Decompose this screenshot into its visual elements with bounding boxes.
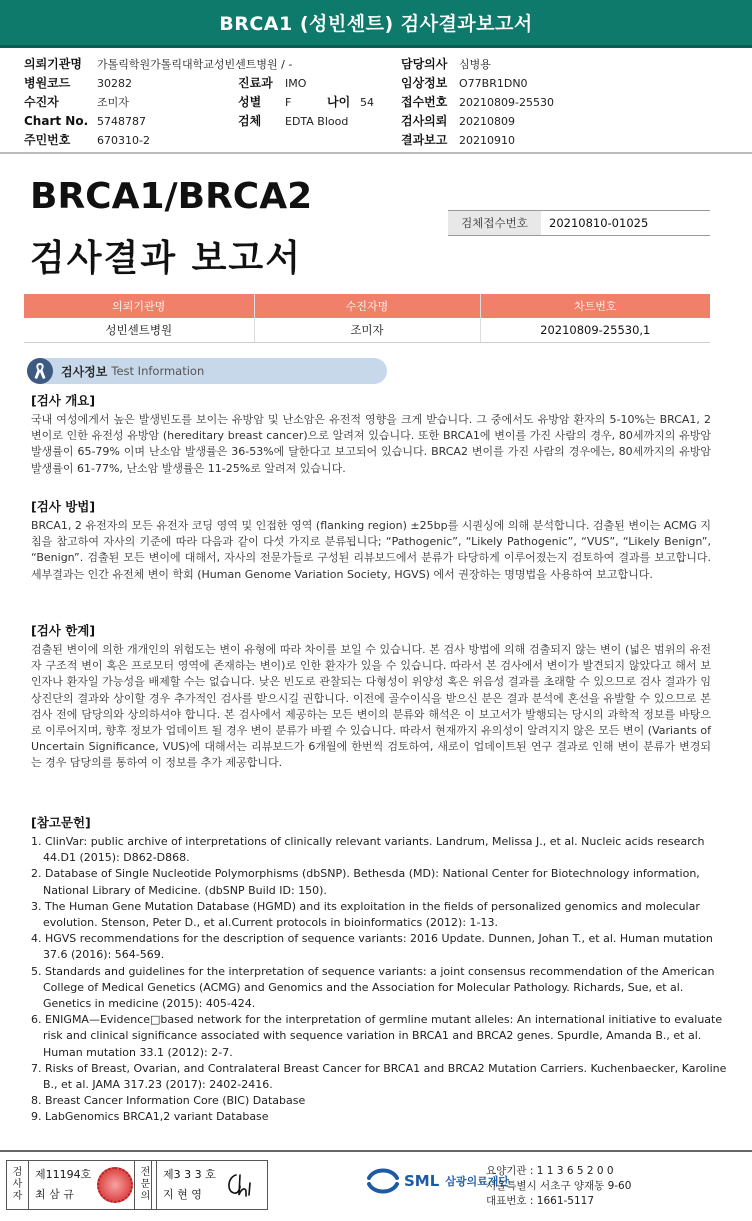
reference-item: 8. Breast Cancer Information Core (BIC) Database <box>31 1094 306 1108</box>
lab-address-line: 서울특별시 서초구 양재동 9-60 <box>486 1180 632 1192</box>
overview-section <box>31 391 711 477</box>
lab-institution-code: 요양기관 : 1 1 3 6 5 2 0 0 <box>486 1165 614 1177</box>
table-header-institution: 의뢰기관명 <box>24 294 254 318</box>
patient-summary-table <box>24 294 710 343</box>
reference-item: 9. LabGenomics BRCA1,2 variant Database <box>31 1110 269 1124</box>
specimen-label: 검체 <box>238 114 262 128</box>
physician-value: 심병용 <box>459 58 491 71</box>
reference-item: 3. The Human Gene Mutation Database (HGMD) and its exploitation in the fields of personalized genomics and molecular evolution. Stenson, Peter D., et al.Current protocols in bioinformatics (2012): 1-13. <box>31 899 700 930</box>
institution-value: 가톨릭학원가톨릭대학교성빈센트병원 / - <box>97 58 293 71</box>
lab-phone: 대표번호 : 1661-5117 <box>486 1195 595 1207</box>
lab-address <box>486 1164 631 1209</box>
reference-item: 2. Database of Single Nucleotide Polymorphisms (dbSNP). Bethesda (MD): National Center for Biotechnology information, National Library of Medicine. (dbSNP Build ID: 150). <box>31 867 700 897</box>
clinical-info-label: 임상정보 <box>401 76 448 90</box>
age-value: 54 <box>360 96 374 109</box>
specialist-name: 지 현 영 <box>163 1188 202 1201</box>
request-date-label: 검사의뢰 <box>401 114 448 128</box>
sex-value: F <box>285 96 292 109</box>
reference-item: 4. HGVS recommendations for the description of sequence variants: 2016 Update. Dunnen, Johan T., et al. Human mutation 37.6 (2016): 564-569. <box>31 932 713 962</box>
reference-item: 6. ENIGMA—Evidence□based network for the interpretation of germline mutant alleles: An international initiative to evaluate risk and clinical significance associated with sequence variation in BRCA1 and BRCA2 genes. Spurdle, Amanda B., et al. Human mutation 33.1 (2012): 2-7. <box>31 1013 723 1059</box>
test-info-label-en: Test Information <box>111 364 205 378</box>
examiner-name: 최 삼 규 <box>35 1188 74 1201</box>
examiner-box <box>6 1160 152 1210</box>
reference-item: 1. ClinVar: public archive of interpretations of clinically relevant variants. Landrum, Melissa J., et al. Nucleic acids research 44.D1 (2015): D862-D868. <box>31 835 705 865</box>
sample-receipt-box <box>448 210 710 236</box>
table-header-chart: 차트번호 <box>480 294 710 318</box>
examiner-vertical-label: 검 사 자 <box>7 1161 29 1209</box>
logo-sml-text: SML <box>404 1172 440 1190</box>
specialist-license: 제3 3 3 호 <box>163 1168 216 1181</box>
hospital-code-label: 병원코드 <box>24 76 71 90</box>
chart-number-value: 5748787 <box>97 115 146 128</box>
report-header-title: BRCA1 (성빈센트) 검사결과보고서 <box>219 13 533 35</box>
signature-icon <box>222 1169 256 1203</box>
test-info-label: 검사정보 <box>61 364 108 379</box>
report-header-bar <box>0 0 752 48</box>
report-date-value: 20210910 <box>459 134 515 147</box>
recipient-label: 수진자 <box>24 95 59 109</box>
receipt-number-label: 접수번호 <box>401 95 448 109</box>
method-section <box>31 497 711 583</box>
resident-number-label: 주민번호 <box>24 133 71 147</box>
test-info-banner <box>27 358 387 384</box>
limits-body: 검출된 변이에 의한 개개인의 위험도는 변이 유형에 따라 차이를 보일 수 있습니다. 본 검사 방법에 의해 검출되지 않는 변이 (넓은 범위의 유전자 구조적 변이 혹은 프로모터 영역에 존재하는 변이)로 인한 환자가 있을 수 있습니다. 따라서 본 검사에서 변이가 발견되지 않았다고 해서 보인자나 환자일 가능성을 배제할 수는 없습니다. 낮은 빈도로 관찰되는 다형성이 위양성 혹은 위음성 결과를 초래할 수 있으므로 검사 결과가 임상진단의 결과와 상이할 경우 추가적인 검사를 받으시길 권합니다. 이전에 골수이식을 받으신 분은 결과 분석에 혼선을 유발할 수 있으므로 본 검사 전에 담당의와 상의하셔야 합니다. 본 검사에서 제공하는 모든 변이의 분류와 해석은 이 보고서가 발행되는 당시의 과학적 정보를 바탕으로 이루어지며, 향후 정보가 업데이트 될 경우 변이 분류가 바뀔 수 있습니다. 따라서 현재까지 유의성이 알려지지 않은 모든 변이 (Variants of Uncertain Significance, VUS)에 대해서는 리뷰보드가 6개월에 한번씩 검토하여, 새로이 업데이트된 연구 결과로 인해 변이 분류가 변경되는 경우 담당의를 통하여 이 정보를 추가 제공합니다. <box>31 643 711 770</box>
table-cell-institution: 성빈센트병원 <box>24 318 254 342</box>
recipient-value: 조미자 <box>97 96 129 109</box>
table-cell-chart: 20210809-25530,1 <box>480 318 710 342</box>
report-footer <box>0 1150 752 1221</box>
reference-item: 5. Standards and guidelines for the interpretation of sequence variants: a joint consensus recommendation of the American College of Medical Genetics (ACMG) and Genomics and the Association for Molecular Pathology. Richards, Sue, et al. Genetics in medicine (2015): 405-424. <box>31 964 715 1011</box>
department-value: IMO <box>285 77 307 90</box>
method-heading: [검사 방법] <box>31 499 96 514</box>
seal-stamp <box>97 1167 133 1203</box>
department-label: 진료과 <box>238 76 273 90</box>
limits-heading: [검사 한계] <box>31 623 96 638</box>
clinical-info-value: O77BR1DN0 <box>459 77 528 90</box>
sml-logo-icon <box>366 1166 400 1196</box>
method-body: BRCA1, 2 유전자의 모든 유전자 코딩 영역 및 인접한 영역 (flanking region) ±25bp를 시퀀싱에 의해 분석합니다. 검출된 변이는 ACMG 지침을 참고하여 자사의 기준에 따라 다음과 같이 다섯 가지로 분류됩니다; “Pathogenic”, “Likely Pathogenic”, “VUS”, “Likely Benign”, “Benign”. 검출된 모든 변이에 대해서, 자사의 전문가들로 구성된 리뷰보드에서 분류가 타당하게 이루어졌는지 검토하여 결과를 보고합니다. 세부결과는 인간 유전체 변이 학회 (Human Genome Variation Society, HGVS) 에서 권장하는 명명법을 사용하여 보고합니다. <box>31 519 711 581</box>
ribbon-icon <box>27 358 53 384</box>
overview-body: 국내 여성에게서 높은 발생빈도를 보이는 유방암 및 난소암은 유전적 영향을 크게 받습니다. 그 중에서도 유방암 환자의 5-10%는 BRCA1, 2 변이로 인한 유전성 유방암 (hereditary breast cancer)으로 알려져 있습니다. 또한 BRCA1에 변이를 가진 사람의 경우, 80세까지의 유방암 발생률이 65-79% 이며 난소암 발생률은 36-53%에 달한다고 보고되어 있습니다. BRCA2 변이를 가진 사람의 경우에는, 80세까지의 유방암 발생률이 61-77%, 난소암 발생률은 11-25%로 알려져 있습니다. <box>31 413 711 475</box>
age-label: 나이 <box>327 95 351 109</box>
specimen-value: EDTA Blood <box>285 115 349 128</box>
institution-label: 의뢰기관명 <box>24 57 82 71</box>
overview-heading: [검사 개요] <box>31 393 96 408</box>
header-divider <box>0 152 752 154</box>
references-section <box>31 813 731 1126</box>
sample-receipt-label: 검체접수번호 <box>448 211 541 235</box>
reference-item: 7. Risks of Breast, Ovarian, and Contralateral Breast Cancer for BRCA1 and BRCA2 Mutation Carriers. Kuchenbaecker, Karoline B., et al. JAMA 317.23 (2017): 2402-2416. <box>31 1061 727 1092</box>
sample-receipt-value: 20210810-01025 <box>549 216 649 230</box>
references-heading: [참고문헌] <box>31 815 91 830</box>
table-header-patient: 수진자명 <box>254 294 480 318</box>
report-date-label: 결과보고 <box>401 133 448 147</box>
resident-number-value: 670310-2 <box>97 134 150 147</box>
specialist-box <box>134 1160 268 1210</box>
hospital-code-value: 30282 <box>97 77 132 90</box>
report-title-line2: 검사결과 보고서 <box>30 238 302 279</box>
specialist-vertical-label: 전 문 의 <box>135 1161 157 1209</box>
table-cell-patient: 조미자 <box>254 318 480 342</box>
examiner-license: 제11194호 <box>35 1168 92 1181</box>
limits-section <box>31 621 711 772</box>
physician-label: 담당의사 <box>401 57 448 71</box>
logo-foundation-name: 삼광의료재단 <box>445 1175 510 1188</box>
patient-info-block <box>24 55 744 150</box>
request-date-value: 20210809 <box>459 115 515 128</box>
report-title-line1: BRCA1/BRCA2 <box>30 176 313 217</box>
receipt-number-value: 20210809-25530 <box>459 96 554 109</box>
sex-label: 성별 <box>238 95 262 109</box>
chart-number-label: Chart No. <box>24 114 89 128</box>
